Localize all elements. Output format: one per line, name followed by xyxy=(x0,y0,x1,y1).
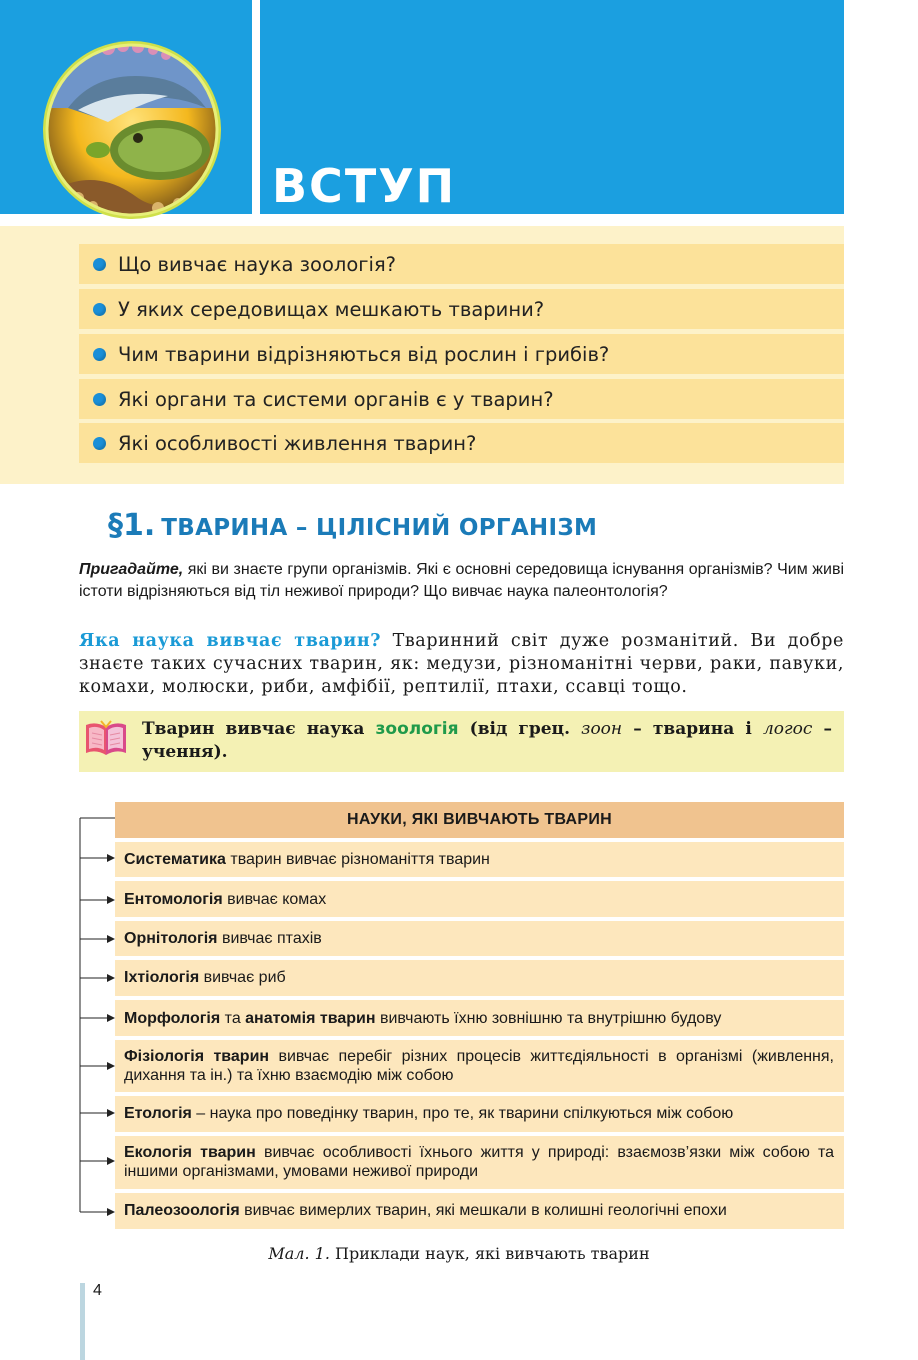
table-header: НАУКИ, ЯКІ ВИВЧАЮТЬ ТВАРИН xyxy=(115,802,844,838)
question-item: Що вивчає наука зоологія? xyxy=(79,244,844,284)
table-row: Етологія – наука про поведінку тварин, про те, як тварини спілкуються між собою xyxy=(115,1096,844,1132)
table-row: Екологія тварин вивчає особливості їхнього життя у природі: взаємозв’язки між собою та іншими організмами, умовами неживої природи xyxy=(115,1136,844,1189)
table-row: Орнітологія вивчає птахів xyxy=(115,921,844,956)
definition-text: Тварин вивчає наука зоологія (від грец. зоон – тварина і логос – учення). xyxy=(142,719,832,762)
question-item: У яких середовищах мешкають тварини? xyxy=(79,289,844,329)
table-row: Ентомологія вивчає комах xyxy=(115,881,844,917)
bullet-icon xyxy=(93,437,106,450)
table-row: Систематика тварин вивчає різноманіття тварин xyxy=(115,842,844,877)
table-bracket-connector xyxy=(76,816,120,1216)
question-item: Чим тварини відрізняються від рослин і грибів? xyxy=(79,334,844,374)
chapter-emblem-illustration xyxy=(38,38,228,220)
section-heading xyxy=(108,508,597,543)
bullet-icon xyxy=(93,258,106,271)
figure-caption: Мал. 1. Приклади наук, які вивчають тварин xyxy=(268,1244,650,1263)
question-item: Які особливості живлення тварин? xyxy=(79,423,844,463)
chapter-title: ВСТУП xyxy=(272,159,457,213)
table-row: Палеозоологія вивчає вимерлих тварин, які мешкали в колишні геологічні епохи xyxy=(115,1193,844,1229)
definition-term: зоологія xyxy=(375,719,459,739)
body-paragraph: Яка наука вивчає тварин? Тваринний світ дуже розманітий. Ви добре знаєте таких сучасних тварин, як: медузи, різноманітні черви, раки, павуки, комахи, молюски, риби, амфібії, рептилії, птахи, ссавці тощо. xyxy=(79,631,844,697)
table-row: Морфологія та анатомія тварин вивчають їхню зовнішню та внутрішню будову xyxy=(115,1000,844,1036)
page-margin-bar xyxy=(80,1283,85,1360)
section-number: §1. xyxy=(108,508,156,543)
figure-label: Мал. 1. xyxy=(268,1244,330,1263)
bullet-icon xyxy=(93,303,106,316)
page-number: 4 xyxy=(93,1282,102,1299)
question-item: Які органи та системи органів є у тварин? xyxy=(79,379,844,419)
recall-lead: Пригадайте, xyxy=(79,561,184,578)
recall-paragraph: Пригадайте, які ви знаєте групи організмів. Які є основні середовища існування організмів? Чим живі істоти відрізняються від тіл неживої природи? Що вивчає наука палеонтологія? xyxy=(79,561,844,600)
header-divider xyxy=(252,0,260,214)
table-row: Іхтіологія вивчає риб xyxy=(115,960,844,996)
bullet-icon xyxy=(93,348,106,361)
inline-question: Яка наука вивчає тварин? xyxy=(79,631,382,651)
book-icon xyxy=(84,719,128,759)
section-title: ТВАРИНА – ЦІЛІСНИЙ ОРГАНІЗМ xyxy=(161,515,598,541)
table-row: Фізіологія тварин вивчає перебіг різних процесів життєдіяльності в організмі (живлення, дихання та ін.) та їхню взаємодію між собою xyxy=(115,1040,844,1092)
bullet-icon xyxy=(93,393,106,406)
